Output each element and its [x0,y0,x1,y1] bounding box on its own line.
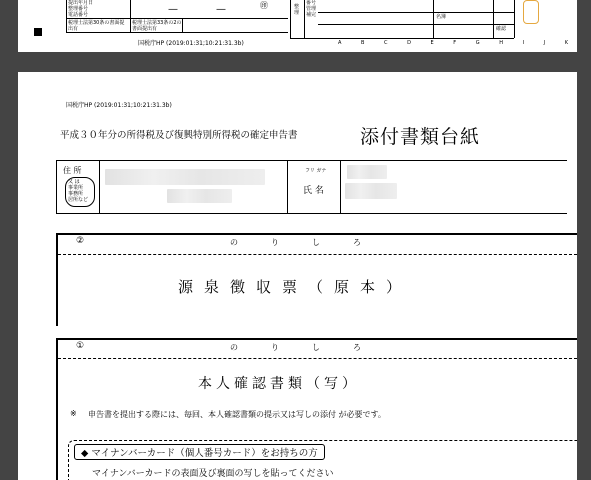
address-note-1: 又 は [68,179,80,185]
check-label: 確認 [496,26,507,32]
section2-nori: のりしろ [230,238,394,247]
address-note [65,177,95,207]
section1-heading: 本人確認書類（写） [198,376,360,392]
tax-agent-label-2: 税理士法第33条の2の書面提出有 [132,20,182,32]
page-header: 国税庁HP (2019:01:31;10:21:31.3b) [66,102,172,109]
right-labels-left [294,4,302,16]
address-redacted-2 [167,189,232,203]
name-redacted-kana [347,165,387,179]
left-labels [68,0,130,18]
left-label-2: 整理番号 [68,6,89,12]
right-label-1: 整理 [294,4,300,16]
tax-agent-label-1: 税理士法第30条の書面提出有 [68,20,125,32]
address-note-4: 居所など [68,197,89,203]
mynumber-instruction: マイナンバーカードの表面及び裏面の写しを貼ってください [92,469,334,479]
form-title: 添付書類台紙 [360,126,481,148]
address-note-2: 事業所 [68,185,84,191]
top-footer: 国税庁HP (2019:01:31;10:21:31.3b) [138,40,244,47]
right-label-4: 補完 [306,12,317,18]
dash-1: — [168,4,178,15]
name-redacted [345,183,397,199]
previous-page [18,0,577,52]
mynumber-title: ◆ マイナンバーカード（個人番号カード）をお持ちの方 [74,444,325,460]
note-text: 申告書を提出する際には、毎回、本人確認書類の提示又は写しの添付 が必要です。 [88,410,386,419]
stamp-box [523,0,539,24]
form-subtitle: 平成３０年分の所得税及び復興特別所得税の確定申告書 [60,130,298,141]
left-label-3: 電話番号 [68,12,89,18]
section2-heading: 源泉徴収票（原本） [178,278,413,296]
right-label-3: 管理 [306,6,317,12]
address-note-3: 事務所 [68,191,84,197]
name-list-label: 名簿 [436,14,447,20]
section2-number: ② [76,236,85,246]
attachment-page [18,72,577,480]
section1-number: ① [76,341,85,351]
right-labels-stack [306,0,318,18]
right-label-2: 番号 [306,0,317,6]
furigana-label: フリ ガナ [305,168,327,174]
address-name-box [56,160,567,214]
note-mark: ※ [70,409,77,418]
seal-mark-icon: ㊞ [260,1,268,10]
name-label: 氏 名 [303,186,324,196]
left-label-1: 提出年月日 [68,0,94,6]
section1-nori: のりしろ [230,343,394,352]
black-square-marker [34,28,42,36]
dash-2: — [216,4,226,15]
address-label: 住 所 [63,166,82,175]
address-redacted [105,169,265,185]
column-letters: A B C D E F G H I J K [338,40,577,46]
